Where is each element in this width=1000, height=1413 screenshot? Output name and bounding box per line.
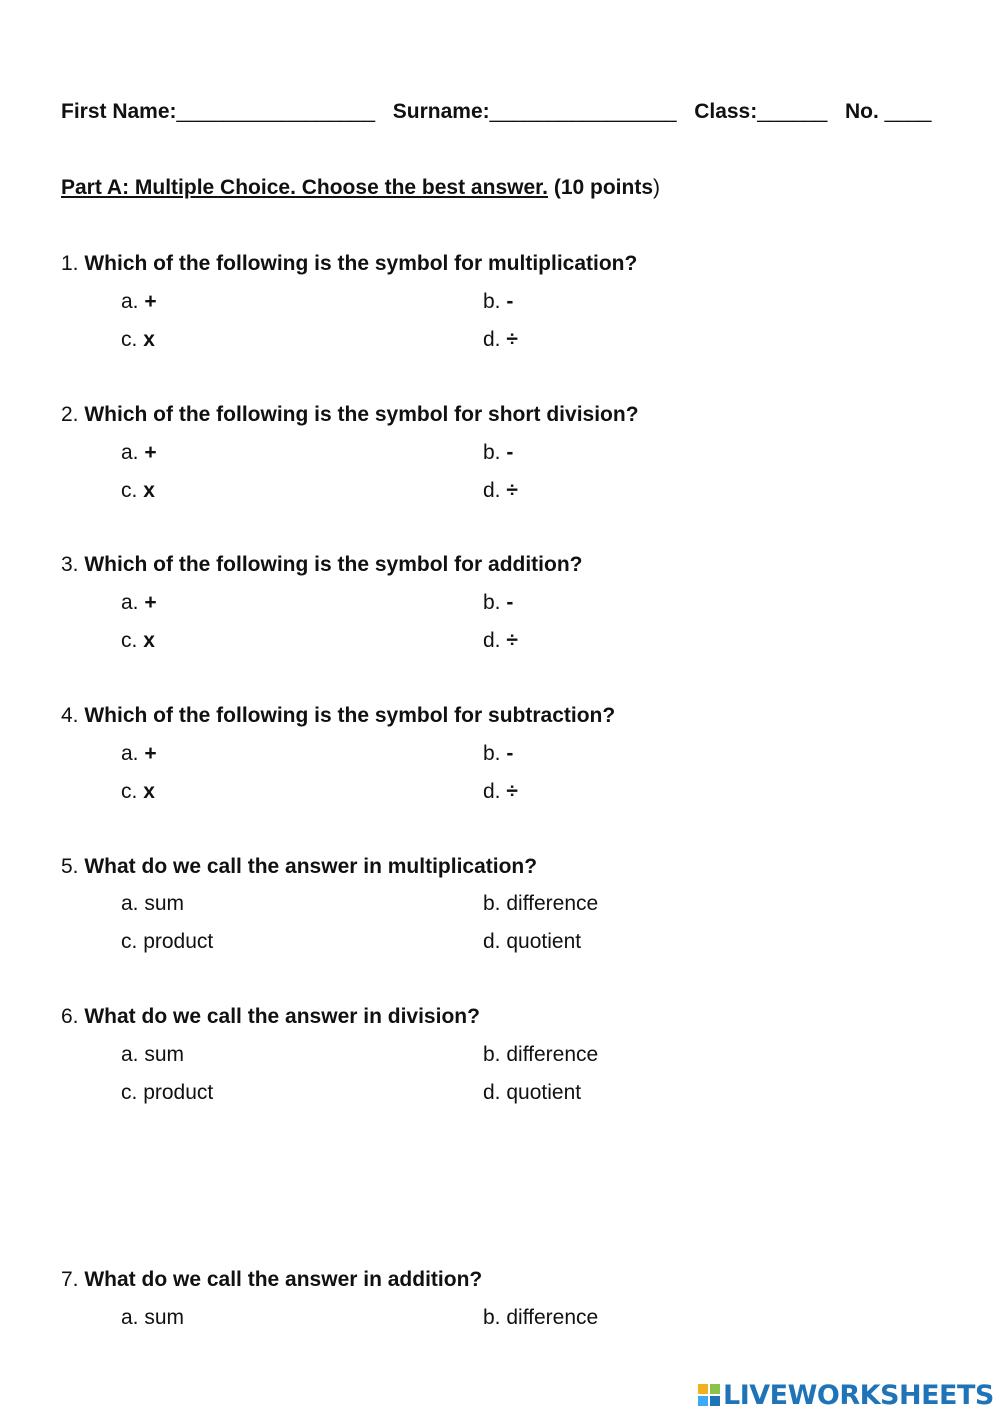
q1-option-a[interactable]: a. + [121,290,157,313]
question-3 [61,553,583,577]
q1-option-c[interactable]: c. x [121,328,155,351]
question-4 [61,704,615,728]
q1-option-d[interactable]: d. ÷ [483,328,518,351]
question-text: What do we call the answer in multiplication? [84,855,538,878]
student-info-header [61,100,941,124]
q4-option-d[interactable]: d. ÷ [483,780,518,803]
question-number: 4. [61,704,79,727]
question-number: 6. [61,1005,79,1028]
question-text: Which of the following is the symbol for multiplication? [84,252,638,275]
first-name-label: First Name: [61,100,177,123]
part-a-heading [61,176,660,200]
q4-option-c[interactable]: c. x [121,780,155,803]
part-a-title: Part A: Multiple Choice. Choose the best answer. [61,176,548,199]
q5-option-b[interactable]: b. difference [483,892,599,915]
surname-label: Surname: [392,100,490,123]
question-text: What do we call the answer in division? [84,1005,480,1028]
q5-option-a[interactable]: a. sum [121,892,185,915]
q7-option-b[interactable]: b. difference [483,1306,599,1329]
q2-option-a[interactable]: a. + [121,441,157,464]
q5-option-d[interactable]: d. quotient [483,930,582,953]
part-a-points-close: ) [653,176,661,199]
q3-option-b[interactable]: b. - [483,591,514,614]
number-label: No. [844,100,879,123]
q2-option-b[interactable]: b. - [483,441,514,464]
q4-option-a[interactable]: a. + [121,742,157,765]
question-1 [61,252,637,276]
liveworksheets-logo[interactable] [698,1378,994,1412]
question-number: 3. [61,553,79,576]
q6-option-c[interactable]: c. product [121,1081,214,1104]
q3-option-d[interactable]: d. ÷ [483,629,518,652]
question-number: 5. [61,855,79,878]
question-number: 7. [61,1268,79,1291]
question-text: Which of the following is the symbol for addition? [84,553,583,576]
q3-option-a[interactable]: a. + [121,591,157,614]
question-6 [61,1005,480,1029]
part-a-points: (10 points [553,176,654,199]
question-5 [61,855,537,879]
q6-option-d[interactable]: d. quotient [483,1081,582,1104]
number-field[interactable]: ____ [884,100,932,123]
logo-text: LIVEWORKSHEETS [723,1379,994,1411]
question-number: 2. [61,403,79,426]
surname-field[interactable]: ________________ [489,100,677,123]
question-text: Which of the following is the symbol for short division? [84,403,639,426]
q1-option-b[interactable]: b. - [483,290,514,313]
q2-option-c[interactable]: c. x [121,479,155,502]
q4-option-b[interactable]: b. - [483,742,514,765]
class-field[interactable]: ______ [757,100,828,123]
q2-option-d[interactable]: d. ÷ [483,479,518,502]
question-7 [61,1268,482,1292]
q5-option-c[interactable]: c. product [121,930,214,953]
q6-option-a[interactable]: a. sum [121,1043,185,1066]
q6-option-b[interactable]: b. difference [483,1043,599,1066]
q7-option-a[interactable]: a. sum [121,1306,185,1329]
first-name-field[interactable]: _________________ [176,100,376,123]
question-2 [61,403,639,427]
q3-option-c[interactable]: c. x [121,629,155,652]
question-text: Which of the following is the symbol for subtraction? [84,704,616,727]
class-label: Class: [694,100,758,123]
question-number: 1. [61,252,79,275]
question-text: What do we call the answer in addition? [84,1268,483,1291]
liveworksheets-logo-icon [698,1384,720,1406]
